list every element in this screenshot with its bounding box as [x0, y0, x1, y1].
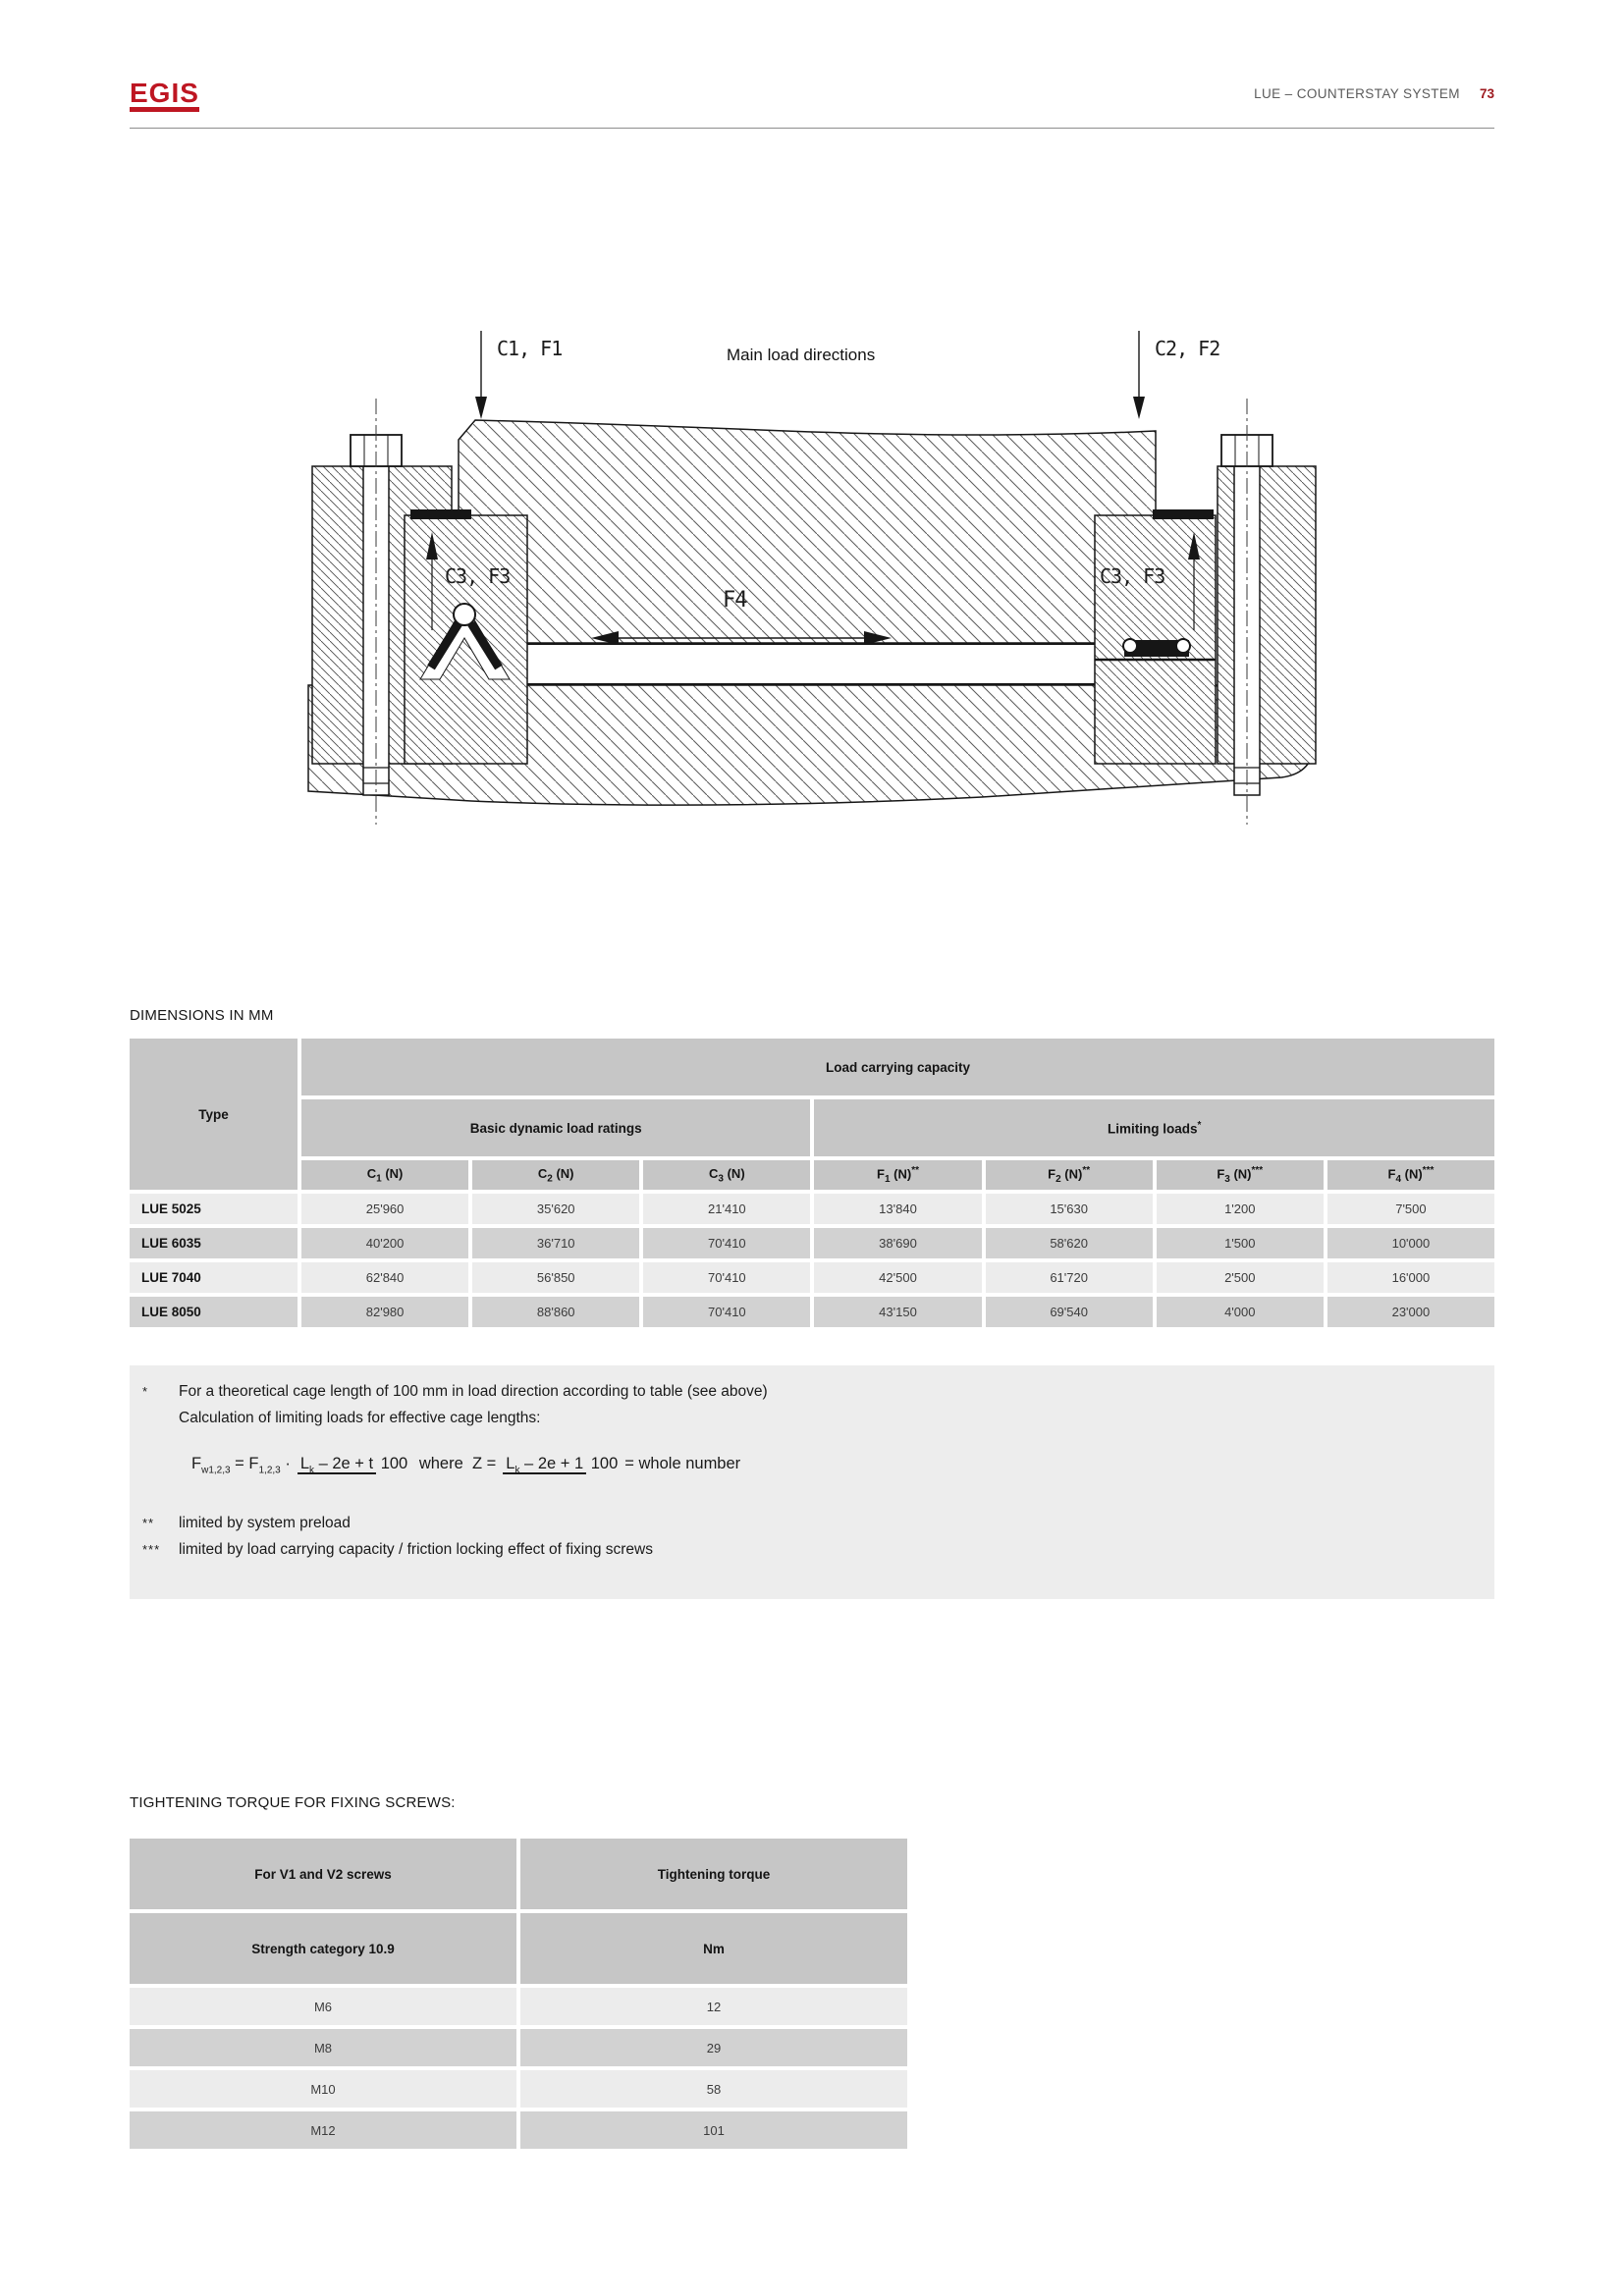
- right-outer-plate: [1218, 466, 1316, 764]
- column-header-row: [130, 1160, 1494, 1190]
- column-header: $F_1$ (N)**: [814, 1160, 981, 1190]
- formula-fraction-2: $L_k - 2e + 1$ 100: [503, 1451, 618, 1483]
- star-line1: For a theoretical cage length of 100 mm in load direction according to table (see above): [179, 1383, 768, 1400]
- value-cell: 13'840: [814, 1194, 981, 1224]
- column-header: $F_2$ (N)**: [986, 1160, 1153, 1190]
- value-cell: M10: [130, 2070, 516, 2108]
- label-f4: F4: [723, 588, 747, 613]
- limiting-loads-header: [814, 1099, 1494, 1156]
- column-header: $F_3$ (N)***: [1157, 1160, 1324, 1190]
- value-cell: 7'500: [1327, 1194, 1494, 1224]
- formula-fraction-1: $L_k - 2e + t$ 100: [298, 1451, 407, 1483]
- type-cell: LUE 5025: [130, 1194, 298, 1224]
- right-seal: [1153, 509, 1214, 519]
- value-cell: 36'710: [472, 1228, 639, 1258]
- nm-header: Nm: [520, 1913, 907, 1984]
- label-c3-f3-right: C3, F3: [1100, 564, 1165, 588]
- value-cell: 23'000: [1327, 1297, 1494, 1327]
- rail-gap: [527, 644, 1095, 684]
- value-cell: 82'980: [301, 1297, 468, 1327]
- value-cell: 42'500: [814, 1262, 981, 1293]
- basic-dynamic-header: Basic dynamic load ratings: [301, 1099, 810, 1156]
- load-capacity-group-header: Load carrying capacity: [301, 1039, 1494, 1095]
- table-row: [130, 1297, 1494, 1327]
- value-cell: 35'620: [472, 1194, 639, 1224]
- value-cell: 43'150: [814, 1297, 981, 1327]
- value-cell: M12: [130, 2111, 516, 2149]
- value-cell: 58: [520, 2070, 907, 2108]
- torque-header: Tightening torque: [520, 1839, 907, 1909]
- table-row: [130, 1988, 907, 2025]
- triple-star-symbol: ***: [142, 1542, 161, 1558]
- type-column-header: Type: [130, 1039, 298, 1190]
- c1-f1-arrow: [475, 331, 487, 419]
- table-row: [130, 1262, 1494, 1293]
- egis-logo: EGIS: [130, 80, 199, 112]
- footnote-triple-star: [130, 1536, 1494, 1563]
- footnote-double-star: [130, 1510, 1494, 1536]
- star-text: [179, 1378, 768, 1431]
- page-number: 73: [1479, 86, 1494, 101]
- limiting-load-formula: [191, 1451, 1494, 1483]
- value-cell: 2'500: [1157, 1262, 1324, 1293]
- value-cell: 15'630: [986, 1194, 1153, 1224]
- value-cell: 58'620: [986, 1228, 1153, 1258]
- column-header: $F_4$ (N)***: [1327, 1160, 1494, 1190]
- table-row: [130, 2070, 907, 2108]
- technical-drawing: [295, 314, 1394, 864]
- value-cell: 25'960: [301, 1194, 468, 1224]
- value-cell: 69'540: [986, 1297, 1153, 1327]
- value-cell: 40'200: [301, 1228, 468, 1258]
- value-cell: 56'850: [472, 1262, 639, 1293]
- type-cell: LUE 7040: [130, 1262, 298, 1293]
- formula-lhs: $F_{w1,2,3} = F_{1,2,3}$ ·: [191, 1455, 291, 1476]
- torque-section-label: TIGHTENING TORQUE FOR FIXING SCREWS:: [130, 1794, 456, 1811]
- value-cell: 12: [520, 1988, 907, 2025]
- dimensions-section-label: DIMENSIONS IN MM: [130, 1007, 274, 1024]
- value-cell: 88'860: [472, 1297, 639, 1327]
- value-cell: M8: [130, 2029, 516, 2066]
- footnote-star: [130, 1378, 1494, 1431]
- column-header: $C_1$ (N): [301, 1160, 468, 1190]
- torque-body: [130, 1988, 907, 2149]
- double-star-symbol: **: [142, 1516, 155, 1531]
- value-cell: 1'500: [1157, 1228, 1324, 1258]
- limiting-loads-asterisk: *: [1197, 1119, 1202, 1131]
- value-cell: M6: [130, 1988, 516, 2025]
- value-cell: 1'200: [1157, 1194, 1324, 1224]
- load-capacity-body: [130, 1194, 1494, 1327]
- header-divider: [130, 128, 1494, 129]
- value-cell: 4'000: [1157, 1297, 1324, 1327]
- beam-block: [459, 420, 1156, 643]
- value-cell: 70'410: [643, 1297, 810, 1327]
- tightening-torque-table: [126, 1835, 911, 2153]
- value-cell: 61'720: [986, 1262, 1153, 1293]
- type-cell: LUE 8050: [130, 1297, 298, 1327]
- table-row: [130, 1194, 1494, 1224]
- triple-star-text: limited by load carrying capacity / friction locking effect of fixing screws: [179, 1541, 653, 1559]
- value-cell: 70'410: [643, 1228, 810, 1258]
- value-cell: 21'410: [643, 1194, 810, 1224]
- table-row: [130, 1228, 1494, 1258]
- value-cell: 10'000: [1327, 1228, 1494, 1258]
- column-header: $C_3$ (N): [643, 1160, 810, 1190]
- load-capacity-table: [126, 1035, 1498, 1331]
- type-cell: LUE 6035: [130, 1228, 298, 1258]
- screws-header: For V1 and V2 screws: [130, 1839, 516, 1909]
- limiting-loads-text: Limiting loads: [1108, 1121, 1198, 1137]
- page-title: LUE – COUNTERSTAY SYSTEM: [1254, 86, 1460, 101]
- column-header: $C_2$ (N): [472, 1160, 639, 1190]
- label-c2-f2: C2, F2: [1155, 337, 1220, 360]
- value-cell: 62'840: [301, 1262, 468, 1293]
- star-line2: Calculation of limiting loads for effective cage lengths:: [179, 1410, 541, 1426]
- formula-result: = whole number: [624, 1455, 741, 1472]
- star-symbol: *: [142, 1384, 149, 1399]
- value-cell: 29: [520, 2029, 907, 2066]
- footnote-box: [130, 1365, 1494, 1599]
- left-seal: [410, 509, 471, 519]
- drawing-title: Main load directions: [727, 346, 876, 364]
- table-row: [130, 2029, 907, 2066]
- value-cell: 16'000: [1327, 1262, 1494, 1293]
- double-star-text: limited by system preload: [179, 1515, 351, 1532]
- c2-f2-arrow: [1133, 331, 1145, 419]
- formula-where: where Z =: [418, 1455, 497, 1472]
- strength-category-header: Strength category 10.9: [130, 1913, 516, 1984]
- table-row: [130, 2111, 907, 2149]
- page-header: [130, 86, 1494, 101]
- value-cell: 38'690: [814, 1228, 981, 1258]
- label-c1-f1: C1, F1: [497, 337, 563, 360]
- label-c3-f3-left: C3, F3: [445, 564, 511, 588]
- value-cell: 101: [520, 2111, 907, 2149]
- value-cell: 70'410: [643, 1262, 810, 1293]
